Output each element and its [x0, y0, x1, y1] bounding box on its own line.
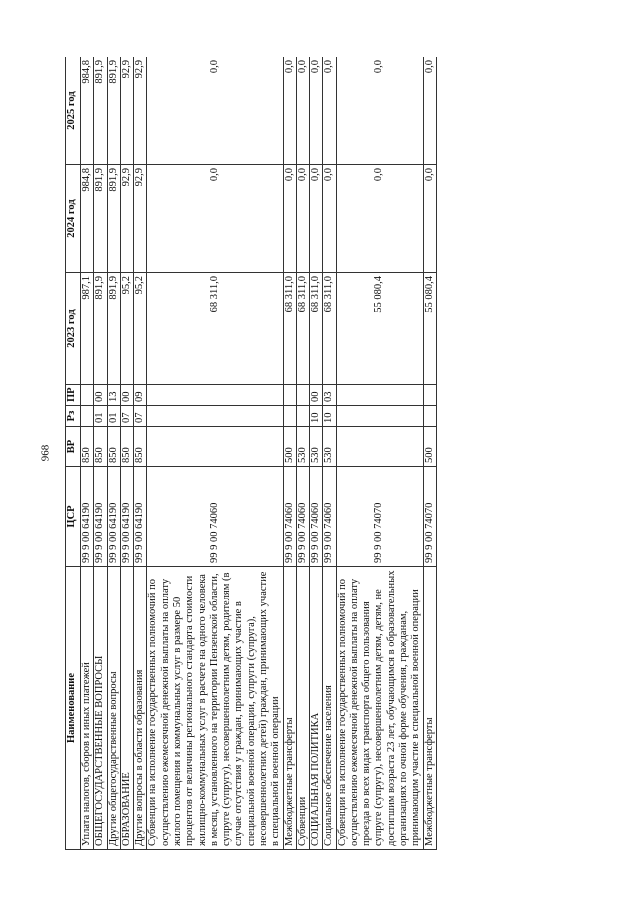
- cell-csr: 99 9 00 74070: [423, 467, 436, 567]
- cell-2024: 0,0: [323, 165, 336, 273]
- table-row: [336, 57, 423, 850]
- cell-2024: 891,9: [94, 165, 107, 273]
- cell-pr: [147, 385, 283, 406]
- table-row: [296, 57, 309, 850]
- table-row: [107, 57, 120, 850]
- cell-2025: 891,9: [107, 57, 120, 165]
- cell-csr: 99 9 00 64190: [120, 467, 133, 567]
- cell-pr: [423, 385, 436, 406]
- cell-2025: 0,0: [336, 57, 423, 165]
- cell-csr: 99 9 00 74070: [336, 467, 423, 567]
- cell-2023: 68 311,0: [323, 273, 336, 385]
- table-row: [134, 57, 147, 850]
- cell-rz: [296, 406, 309, 427]
- table-row: [310, 57, 323, 850]
- cell-2025: 891,9: [94, 57, 107, 165]
- cell-csr: 99 9 00 74060: [296, 467, 309, 567]
- cell-rz: 01: [94, 406, 107, 427]
- table-header-row: [66, 57, 81, 850]
- cell-2024: 0,0: [283, 165, 296, 273]
- cell-2025: 0,0: [296, 57, 309, 165]
- cell-vr: 850: [120, 427, 133, 467]
- header-2024: 2024 год: [66, 165, 81, 273]
- cell-2024: 984,8: [81, 165, 94, 273]
- table-row: [423, 57, 436, 850]
- table-viewport: [65, 57, 580, 850]
- cell-2024: 0,0: [423, 165, 436, 273]
- cell-name: Уплата налогов, сборов и иных платежей: [81, 567, 94, 850]
- cell-csr: 99 9 00 64190: [134, 467, 147, 567]
- cell-rz: 01: [107, 406, 120, 427]
- cell-pr: 00: [94, 385, 107, 406]
- cell-2023: 68 311,0: [310, 273, 323, 385]
- cell-vr: 850: [94, 427, 107, 467]
- cell-2023: 95,2: [134, 273, 147, 385]
- cell-csr: 99 9 00 64190: [107, 467, 120, 567]
- cell-rz: 07: [134, 406, 147, 427]
- cell-2023: 68 311,0: [283, 273, 296, 385]
- cell-name: Субвенции на исполнение государственных полномочий по осуществлению ежемесячной денежной выплаты на оплату жилого помещения и коммунальных услуг в размере 50 процентов от величины регионального стандарта стоимости жилищно-коммунальных услуг в расчете на одного человека в месяц, установленного на территории Пензенской области, супруге (супругу), несовершеннолетним детям, родителям (в случае отсутствия у граждан, принимающих участие в специальной военной операции, супруги (супруга), несовершеннолетних детей) граждан, принимающих участие в специальной военной операции: [147, 567, 283, 850]
- cell-vr: 850: [81, 427, 94, 467]
- cell-name: Субвенции: [296, 567, 309, 850]
- cell-vr: 850: [107, 427, 120, 467]
- header-name: Наименование: [66, 567, 81, 850]
- cell-2025: 92,9: [120, 57, 133, 165]
- cell-2025: 984,8: [81, 57, 94, 165]
- cell-2025: 0,0: [147, 57, 283, 165]
- rotated-page: [65, 57, 580, 850]
- cell-name: Другие общегосударственные вопросы: [107, 567, 120, 850]
- cell-vr: 500: [283, 427, 296, 467]
- cell-2025: 0,0: [310, 57, 323, 165]
- cell-pr: [336, 385, 423, 406]
- cell-csr: 99 9 00 74060: [147, 467, 283, 567]
- cell-2025: 0,0: [423, 57, 436, 165]
- cell-2023: 891,9: [94, 273, 107, 385]
- cell-rz: [147, 406, 283, 427]
- cell-2023: 68 311,0: [147, 273, 283, 385]
- cell-vr: 530: [323, 427, 336, 467]
- cell-2025: 0,0: [323, 57, 336, 165]
- header-pr: ПР: [66, 385, 81, 406]
- cell-rz: 07: [120, 406, 133, 427]
- cell-pr: [81, 385, 94, 406]
- page-number: 968: [39, 444, 51, 462]
- table-row: [120, 57, 133, 850]
- cell-csr: 99 9 00 74060: [310, 467, 323, 567]
- cell-2025: 0,0: [283, 57, 296, 165]
- cell-name: Другие вопросы в области образования: [134, 567, 147, 850]
- cell-vr: [336, 427, 423, 467]
- cell-2023: 68 311,0: [296, 273, 309, 385]
- cell-name: ОБРАЗОВАНИЕ: [120, 567, 133, 850]
- cell-pr: 00: [120, 385, 133, 406]
- cell-pr: 13: [107, 385, 120, 406]
- cell-csr: 99 9 00 64190: [81, 467, 94, 567]
- cell-2023: 55 080,4: [423, 273, 436, 385]
- cell-pr: [296, 385, 309, 406]
- cell-rz: [81, 406, 94, 427]
- table-row: [94, 57, 107, 850]
- cell-2025: 92,9: [134, 57, 147, 165]
- cell-name: ОБЩЕГОСУДАРСТВЕННЫЕ ВОПРОСЫ: [94, 567, 107, 850]
- table-row: [81, 57, 94, 850]
- cell-2023: 891,9: [107, 273, 120, 385]
- cell-rz: 10: [310, 406, 323, 427]
- cell-2024: 891,9: [107, 165, 120, 273]
- cell-rz: 10: [323, 406, 336, 427]
- table-row: [323, 57, 336, 850]
- cell-vr: 850: [134, 427, 147, 467]
- budget-table: [65, 57, 437, 850]
- cell-vr: 500: [423, 427, 436, 467]
- cell-vr: 530: [310, 427, 323, 467]
- cell-2024: 0,0: [296, 165, 309, 273]
- cell-2024: 0,0: [336, 165, 423, 273]
- cell-name: Межбюджетные трансферты: [423, 567, 436, 850]
- cell-2024: 0,0: [310, 165, 323, 273]
- cell-pr: 03: [323, 385, 336, 406]
- cell-2023: 987,1: [81, 273, 94, 385]
- cell-pr: 00: [310, 385, 323, 406]
- cell-2024: 92,9: [134, 165, 147, 273]
- cell-csr: 99 9 00 74060: [323, 467, 336, 567]
- table-row: [283, 57, 296, 850]
- cell-2024: 92,9: [120, 165, 133, 273]
- cell-name: СОЦИАЛЬНАЯ ПОЛИТИКА: [310, 567, 323, 850]
- cell-vr: [147, 427, 283, 467]
- cell-csr: 99 9 00 74060: [283, 467, 296, 567]
- cell-pr: 09: [134, 385, 147, 406]
- header-2023: 2023 год: [66, 273, 81, 385]
- header-rz: Рз: [66, 406, 81, 427]
- table-row: [147, 57, 283, 850]
- cell-2023: 95,2: [120, 273, 133, 385]
- cell-name: Социальное обеспечение населения: [323, 567, 336, 850]
- cell-name: Субвенции на исполнение государственных полномочий по осуществлению ежемесячной денежной выплаты на оплату проезда во всех видах транспорта общего пользования супруге (супругу), несовершеннолетним детям, детям, не достигшим возраста 23 лет, обучающимся в образовательных организациях по очной форме обучения, гражданам, принимающим участие в специальной военной операции: [336, 567, 423, 850]
- header-vr: ВР: [66, 427, 81, 467]
- cell-rz: [283, 406, 296, 427]
- header-csr: ЦСР: [66, 467, 81, 567]
- cell-name: Межбюджетные трансферты: [283, 567, 296, 850]
- cell-csr: 99 9 00 64190: [94, 467, 107, 567]
- cell-rz: [423, 406, 436, 427]
- header-2025: 2025 год: [66, 57, 81, 165]
- cell-2024: 0,0: [147, 165, 283, 273]
- cell-pr: [283, 385, 296, 406]
- cell-rz: [336, 406, 423, 427]
- cell-vr: 530: [296, 427, 309, 467]
- cell-2023: 55 080,4: [336, 273, 423, 385]
